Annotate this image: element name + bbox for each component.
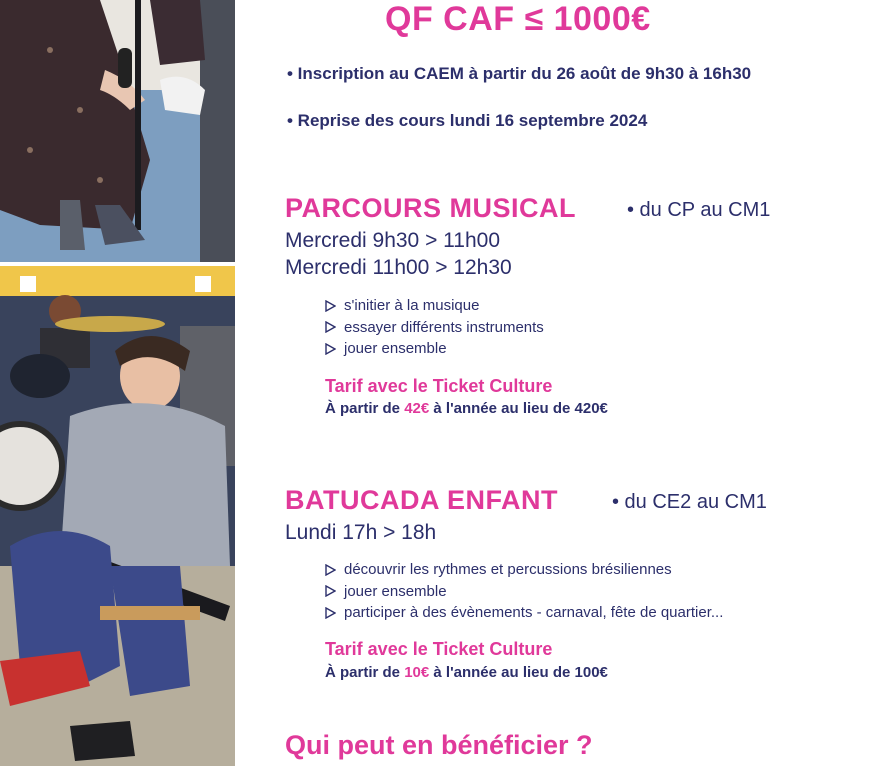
schedule-line: Lundi 17h > 18h xyxy=(285,521,437,544)
tarif-prefix: À partir de xyxy=(325,664,401,681)
section-level-batucada-enfant: • du CE2 au CM1 xyxy=(612,491,767,513)
play-triangle-icon xyxy=(325,321,336,333)
play-triangle-icon xyxy=(325,343,336,355)
play-triangle-icon xyxy=(325,564,336,576)
list-item-label: s'initier à la musique xyxy=(344,297,480,314)
tarif-suffix: à l'année au lieu de 420€ xyxy=(433,400,608,417)
tarif-prefix: À partir de xyxy=(325,400,401,417)
tarif-title-batucada-enfant: Tarif avec le Ticket Culture xyxy=(325,639,553,659)
page-title: QF CAF ≤ 1000€ xyxy=(385,0,651,38)
info-registration: • Inscription au CAEM à partir du 26 août de 9h30 à 16h30 xyxy=(287,64,752,83)
activity-list-parcours-musical xyxy=(325,295,544,360)
play-triangle-icon xyxy=(325,607,336,619)
tarif-line-parcours-musical xyxy=(325,400,608,417)
section-title-batucada-enfant: BATUCADA ENFANT xyxy=(285,485,558,515)
schedule-line: Mercredi 9h30 > 11h00 xyxy=(285,229,501,252)
list-item xyxy=(325,338,544,360)
question-heading: Qui peut en bénéficier ? xyxy=(285,730,593,760)
photo-child-microphone-illustration xyxy=(0,0,235,262)
list-item-label: essayer différents instruments xyxy=(344,318,544,336)
schedule-line: Mercredi 11h00 > 12h30 xyxy=(285,256,512,279)
section-title-parcours-musical: PARCOURS MUSICAL xyxy=(285,193,576,223)
photo-children-instruments xyxy=(0,266,235,766)
play-triangle-icon xyxy=(325,300,336,312)
activity-list-batucada-enfant xyxy=(325,559,723,624)
info-resumption: • Reprise des cours lundi 16 septembre 2024 xyxy=(287,111,648,130)
list-item-label: jouer ensemble xyxy=(344,582,447,600)
list-item-label: découvrir les rythmes et percussions brésiliennes xyxy=(344,561,672,578)
list-item xyxy=(325,581,723,603)
tarif-price: 42€ xyxy=(404,400,430,417)
photo-child-microphone xyxy=(0,0,235,262)
content-panel xyxy=(235,0,874,766)
photo-column xyxy=(0,0,235,766)
list-item-label: participer à des évènements - carnaval, fête de quartier... xyxy=(344,604,724,621)
section-level-parcours-musical: • du CP au CM1 xyxy=(627,199,771,221)
list-item-label: jouer ensemble xyxy=(344,340,447,357)
list-item xyxy=(325,602,723,624)
tarif-price: 10€ xyxy=(404,664,430,681)
list-item xyxy=(325,317,544,339)
list-item xyxy=(325,559,723,581)
tarif-line-batucada-enfant xyxy=(325,664,608,681)
play-triangle-icon xyxy=(325,585,336,597)
list-item xyxy=(325,295,544,317)
tarif-title-parcours-musical: Tarif avec le Ticket Culture xyxy=(325,376,553,396)
photo-children-instruments-illustration xyxy=(0,266,235,766)
tarif-suffix: à l'année au lieu de 100€ xyxy=(433,664,608,681)
